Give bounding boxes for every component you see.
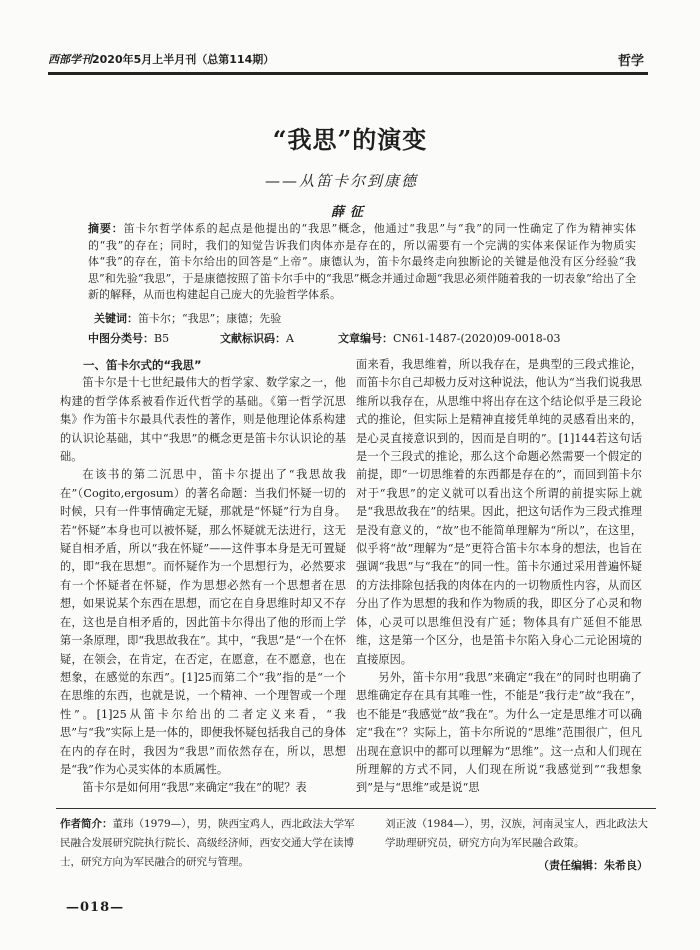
article-author: 薛征 <box>330 205 369 220</box>
clc-number: 中图分类号：B5 <box>88 332 170 345</box>
article-subtitle: ——从笛卡尔到康德 <box>265 172 419 190</box>
running-header <box>48 48 648 70</box>
body-paragraph: 另外，笛卡尔用“我思”来确定“我在”的同时也明确了思维确定存在具有其唯一性，不能是“我行走”故“我在”，也不能是“我感觉”故“我在”。为什么一定是思维才可以确定“我在”？实际上，笛卡尔所说的“思维”范围很广，但凡出现在意识中的都可以理解为“思维”。这一点和人们现在所理解的方式不同，人们现在所说“我感觉到”“我想象到”是与“思维”或是说“思 <box>356 670 642 795</box>
body-column-right <box>356 356 642 798</box>
issue-info: 2020年5月上半月刊（总第114期） <box>92 53 275 66</box>
article-id: 文章编号：CN61-1487-(2020)09-0018-03 <box>338 332 561 345</box>
body-paragraph: 笛卡尔是如何用“我思”来确定“我在”的呢？表 <box>82 781 307 795</box>
author-bio-left <box>60 815 360 872</box>
body-column-left <box>60 356 346 798</box>
section-heading: 一、笛卡尔式的“我思” <box>83 358 202 372</box>
author-bio-text: 董玮（1979—），男，陕西宝鸡人，西北政法大学军民融合发展研究院执行院长、高级经济师，西安交通大学在读博士，研究方向为军民融合的研究与管理。 <box>60 818 355 868</box>
keywords-label: 关键词： <box>94 312 138 325</box>
body-paragraph: 笛卡尔是十七世纪最伟大的哲学家、数学家之一，他构建的哲学体系被看作近代哲学的基础。《第一哲学沉思集》作为笛卡尔最具代表性的著作，则是他理论体系构建的认识论基础，其中“我思”的概念更是笛卡尔认识论的基础。 <box>60 376 346 464</box>
section-label: 哲学 <box>617 54 644 69</box>
header-rule <box>48 72 648 75</box>
body-paragraph: 面来看，我思维着，所以我存在，是典型的三段式推论，而笛卡尔自己却极力反对这种说法，他认为“当我们说我思维所以我存在，从思维中将出存在这个结论似乎是三段论式的推论，但实际上是精神直接凭单纯的灵感看出来的，是心灵直接意识到的，因而是自明的”。[1]144若这句话是一个三段式的推论，那么这个命题必然需要一个假定的前提，即“一切思维着的东西都是存在的”，而回到笛卡尔对于“我思”的定义就可以看出这个所谓的前提实际上就是“我思故我在”的结果。因此，把这句话作为三段式推理是没有意义的，“故”也不能简单理解为“所以”，在这里，似乎将“故”理解为“是”更符合笛卡尔本身的想法，也旨在强调“我思”与“我在”的同一性。笛卡尔通过采用普遍怀疑的方法排除包括我的肉体在内的一切物质性内容，从而区分出了作为思想的我和作为物质的我，即区分了心灵和物体，心灵可以思维但没有广延；物体具有广延但不能思维，这是第一个区分，也是笛卡尔陷入身心二元论困境的直接原因。 <box>356 358 642 666</box>
keywords <box>94 310 281 326</box>
abstract-text: 笛卡尔哲学体系的起点是他提出的“我思”概念，他通过“我思”与“我”的同一性确定了作为精神实体的“我”的存在；同时，我们的知觉告诉我们肉体亦是存在的，所以需要有一个完满的实体来保证作为物质实体“我”的存在，笛卡尔给出的回答是“上帝”。康德认为，笛卡尔最终走向独断论的关键是他没有区分经验“我思”和先验“我思”，于是康德按照了笛卡尔手中的“我思”概念并通过命题“我思必须伴随着我的一切表象”给出了全新的解释，从而也构建起自己庞大的先验哲学体系。 <box>88 222 636 301</box>
body-paragraph: 在该书的第二沉思中，笛卡尔提出了“我思故我在”（Cogito,ergosum）的著名命题：当我们怀疑一切的时候，只有一件事情确定无疑，那就是“怀疑”行为自身。若“怀疑”本身也可以被怀疑，那么怀疑就无法进行，这无疑自相矛盾，所以“我在怀疑”——这件事本身是无可置疑的，即“我在思想”。而怀疑作为一个思想行为，必然要求有一个怀疑者在怀疑，作为思想必然有一个思想者在思想，如果说某个东西在思想，而它在自身思维时却又不存在，这也是自相矛盾的，因此笛卡尔得出了他的形而上学第一条原理，即“我思故我在”。其中，“我思”是“一个在怀疑，在领会，在肯定，在否定，在愿意，在不愿意，也在想象，在感觉的东西”。[1]25而第二个“我”指的是“一个在思维的东西，也就是说，一个精神、一个理智或一个理性”。[1]25从笛卡尔给出的二者定义来看，“我思”与“我”实际上是一体的，即便我怀疑包括我自己的身体在内的存在时，我因为“我思”而依然存在，所以，思想是“我”作为心灵实体的本质属性。 <box>60 468 346 776</box>
article-title: “我思”的演变 <box>272 125 428 154</box>
document-code: 文献标识码：A <box>220 332 294 345</box>
page-number: —018— <box>66 900 125 915</box>
author-bio-label: 作者简介： <box>60 818 113 830</box>
abstract-label: 摘要： <box>88 222 124 235</box>
author-bio-right: 刘正波（1984—），男，汉族，河南灵宝人，西北政法大学助理研究员，研究方向为军民融合政策。 <box>385 818 648 849</box>
journal-logo: 西部学刊 <box>48 53 92 66</box>
keywords-text: 笛卡尔；“我思”；康德；先验 <box>138 312 282 325</box>
abstract <box>88 221 636 304</box>
footnote-rule <box>56 808 656 809</box>
header-journal-issue <box>48 51 274 67</box>
editor-note: （责任编辑：朱希良） <box>538 859 648 872</box>
